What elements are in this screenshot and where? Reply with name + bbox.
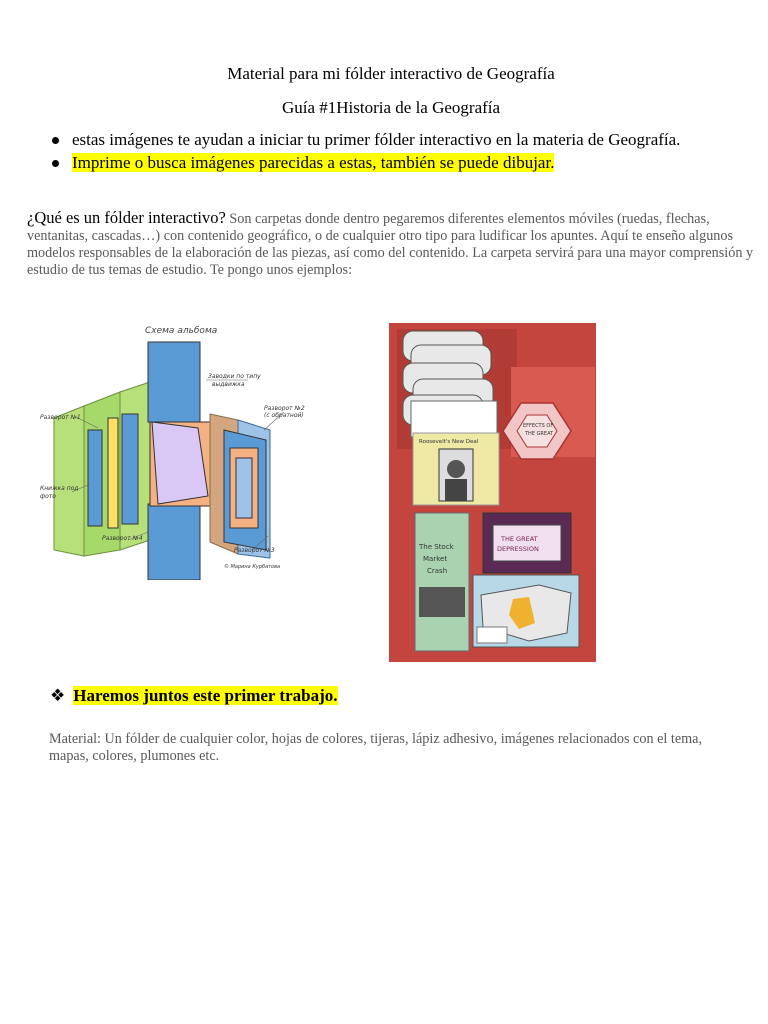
lapbook-diagram-image: [38, 318, 320, 580]
photo-label: DEPRESSION: [497, 545, 539, 553]
diagram-credit: © Марина Курбатова: [224, 564, 281, 570]
diagram-title: Схема альбома: [145, 326, 218, 336]
intro-paragraph: [27, 209, 757, 279]
bullet-text: Imprime o busca imágenes parecidas a estas, también se puede dibujar.: [72, 153, 555, 172]
intro-text: Son carpetas donde dentro pegaremos diferentes elementos móviles (ruedas, flechas, ventanitas, cascadas…) con contenido geográfico, o de cualquier otro tipo para ludificar los apuntes. Aquí te enseño algunos modelos responsables de la elaboración de las piezas, así como del contenido. La carpeta servirá para una mayor comprensión y estudio de tus temas de estudio. Te pongo unos ejemplos:: [27, 211, 754, 278]
photo-label: THE GREAT: [501, 535, 538, 543]
diagram-label: Разворот №1: [40, 414, 81, 421]
photo-label: Roosevelt's New Deal: [419, 439, 479, 445]
bullet-item: [50, 129, 750, 152]
diagram-label: фото: [40, 493, 56, 500]
diagram-label: Разворот №3: [234, 547, 275, 554]
bullet-list: [50, 129, 750, 175]
page-subtitle: Guía #1Historia de la Geografía: [281, 98, 501, 117]
bullet-dot-icon: [52, 160, 59, 167]
intro-question: ¿Qué es un fólder interactivo?: [27, 208, 226, 227]
page-title: Material para mi fólder interactivo de Geografía: [227, 64, 555, 83]
diamond-bullet-icon: ❖: [50, 686, 66, 705]
diagram-label: Заводки по типу: [208, 373, 261, 380]
photo-label: Market: [423, 555, 448, 563]
photo-label: Crash: [427, 567, 448, 575]
photo-label: The Stock: [419, 543, 454, 551]
diagram-label: выдвижка: [212, 381, 245, 388]
material-paragraph: Material: Un fólder de cualquier color, hojas de colores, tijeras, lápiz adhesivo, imágenes relacionados con el tema, mapas, colores, plumones etc.: [49, 731, 702, 764]
section-heading: [50, 686, 338, 706]
diagram-label: Разворот №2: [264, 405, 305, 412]
bullet-dot-icon: [52, 137, 59, 144]
section-heading-text: Haremos juntos este primer trabajo.: [73, 686, 338, 705]
interactive-folder-photo: [389, 323, 596, 662]
diagram-label: Книжка под: [40, 485, 79, 492]
diagram-label: (с обратной): [264, 412, 304, 419]
bullet-text: estas imágenes te ayudan a iniciar tu primer fólder interactivo en la materia de Geografía.: [72, 130, 681, 149]
photo-label: THE GREAT: [525, 431, 554, 437]
photo-label: EFFECTS OF: [523, 423, 554, 429]
bullet-item-highlighted: [50, 152, 750, 175]
diagram-label: Разворот №4: [102, 535, 143, 542]
